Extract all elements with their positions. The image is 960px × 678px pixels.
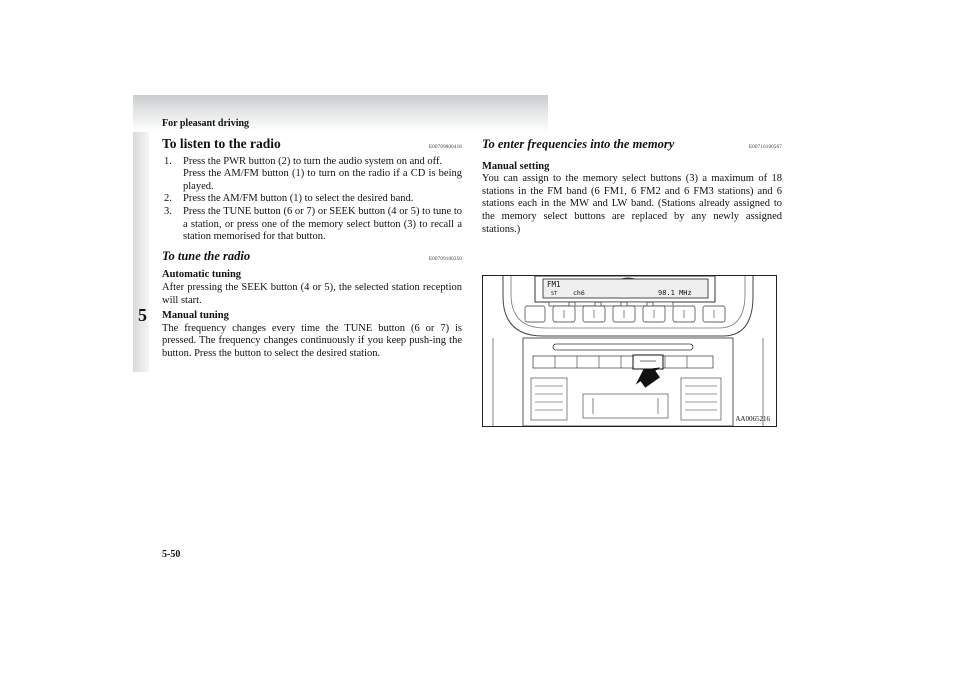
auto-tuning-heading: Automatic tuning (162, 269, 242, 281)
auto-tuning-text: After pressing the SEEK button (4 or 5), the selected station reception will start. (162, 281, 462, 306)
manual-tuning-heading: Manual tuning (162, 310, 229, 322)
step-3: 3. Press the TUNE button (6 or 7) or SEEK button (4 or 5) to tune to a station, or press one of the memory select button (3) to recall a station memorised for that button. (164, 205, 462, 243)
cd-slot (553, 344, 693, 350)
memory-select-buttons (549, 302, 673, 306)
highlighted-button (633, 355, 663, 369)
radio-figure (482, 275, 777, 427)
lcd-band: FM1 (547, 280, 561, 289)
chapter-strip (133, 132, 149, 372)
chapter-tab: 5 (138, 305, 147, 325)
memory-section-code: E00716100567 (749, 145, 782, 150)
step-1-text2: Press the AM/FM button (1) to turn on the radio if a CD is being played. (183, 168, 462, 192)
step-1-text: Press the PWR button (2) to turn the audio system on and off. (183, 155, 443, 167)
manual-tuning-text: The frequency changes every time the TUNE button (6 or 7) is pressed. The frequency changes continuously if you keep push-ing the button. Press the button to select the desired station. (162, 322, 462, 359)
step-2-text: Press the AM/FM button (1) to select the desired band. (183, 193, 414, 205)
step-1: 1. Press the PWR button (2) to turn the audio system on and off. Press the AM/FM button (1) to turn on the radio if a CD is being played. (164, 155, 462, 192)
memory-section-title: To enter frequencies into the memory E00716100567 (482, 138, 782, 155)
radio-section-title: To listen to the radio E00709000418 (162, 138, 462, 155)
lcd-frequency: 98.1 MHz (658, 289, 692, 297)
tune-section-code: E00709100350 (429, 256, 462, 262)
radio-unit-illustration (483, 276, 776, 426)
lower-button-strip (533, 355, 713, 369)
memory-text: You can assign to the memory select buttons (3) a maximum of 18 stations in the FM band (6 FM1, 6 FM2 and 6 FM3 stations) and 6 stations each in the MW and LW band. (Stations already assigned to the memory select buttons are replaced by any newly assigned stations.) (482, 173, 782, 235)
right-column (482, 138, 782, 236)
step-2: 2. Press the AM/FM button (1) to select the desired band. (162, 193, 462, 206)
lcd-channel: ch6 (573, 289, 585, 297)
figure-id: AA0065216 (735, 415, 770, 423)
left-column (162, 138, 462, 361)
radio-section-code: E00709000418 (429, 145, 462, 150)
control-button-row (525, 306, 725, 322)
running-header: For pleasant driving (162, 118, 250, 129)
tune-section-title: To tune the radio E00709100350 (162, 250, 462, 267)
step-3-text: Press the TUNE button (6 or 7) or SEEK button (4 or 5) to tune to a station, or press one of the memory select button (3) to recall a station memorised for that button. (183, 205, 462, 243)
manual-setting-heading: Manual setting (482, 160, 550, 172)
page-number: 5-50 (162, 549, 181, 560)
lcd-stereo: ST (551, 291, 558, 297)
